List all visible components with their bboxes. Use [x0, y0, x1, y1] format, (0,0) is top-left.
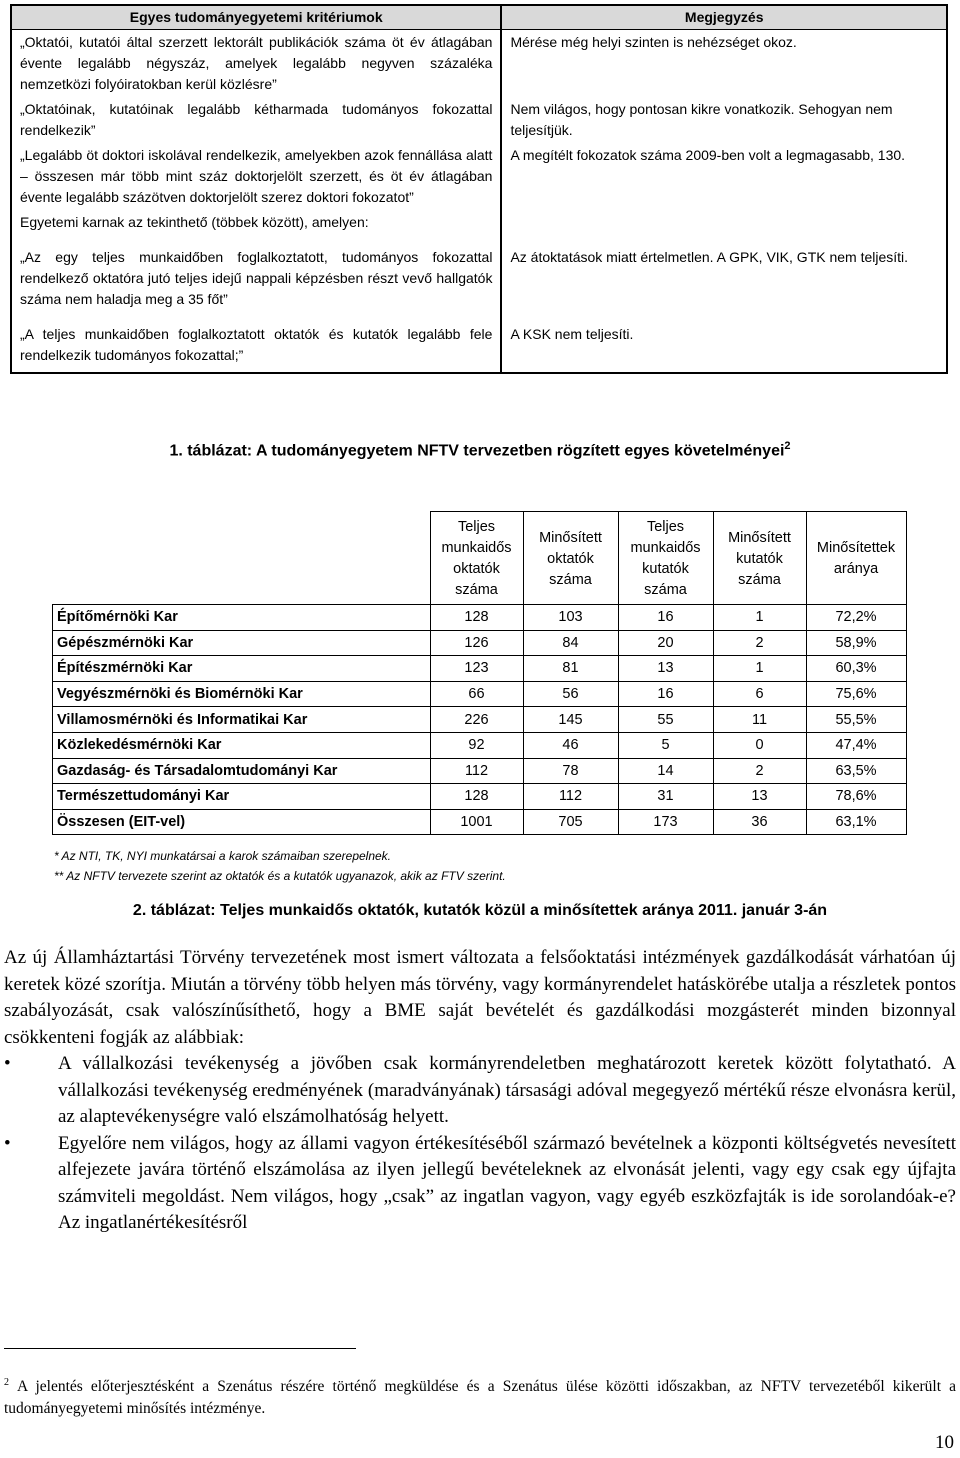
criteria-row — [11, 30, 947, 98]
note-cell: Az átoktatások miatt értelmetlen. A GPK, VIK, GTK nem teljesíti. — [501, 245, 947, 312]
faculty-value: 145 — [523, 707, 618, 733]
faculty-name: Vegyészmérnöki és Biomérnöki Kar — [53, 681, 431, 707]
faculty-name: Építőmérnöki Kar — [53, 605, 431, 631]
bullet-list — [4, 1051, 956, 1237]
faculty-value: 112 — [430, 758, 523, 784]
faculty-value: 2 — [713, 758, 806, 784]
column-header: Minősítettek aránya — [806, 512, 906, 605]
faculty-table — [52, 511, 907, 835]
criteria-header-row — [11, 5, 947, 30]
faculty-value: 128 — [430, 784, 523, 810]
bullet-item — [4, 1131, 956, 1237]
faculty-value: 705 — [523, 809, 618, 835]
note-cell: Mérése még helyi szinten is nehézséget okoz. — [501, 30, 947, 98]
faculty-value: 56 — [523, 681, 618, 707]
footnote-separator — [4, 1348, 356, 1349]
faculty-value: 63,5% — [806, 758, 906, 784]
footnote-text: A jelentés előterjesztésként a Szenátus részére történő megküldése és a Szenátus ülése közötti időszakban, az NFTV tervezetéből kikerült a tudományegyetemi minősítés intézménye. — [4, 1378, 956, 1417]
faculty-value: 1001 — [430, 809, 523, 835]
faculty-value: 5 — [618, 732, 713, 758]
criterion-cell: „Az egy teljes munkaidőben foglalkoztatott, tudományos fokozattal rendelkező oktatóra jutó teljes idejű nappali képzésben részt vevő hallgatók száma nem haladja meg a 35 főt” — [11, 245, 501, 312]
faculty-value: 55,5% — [806, 707, 906, 733]
faculty-value: 13 — [713, 784, 806, 810]
note-cell: A KSK nem teljesíti. — [501, 322, 947, 373]
faculty-name: Gazdaság- és Társadalomtudományi Kar — [53, 758, 431, 784]
faculty-value: 0 — [713, 732, 806, 758]
faculty-row — [53, 630, 907, 656]
column-header: Teljes munkaidős oktatók száma — [430, 512, 523, 605]
faculty-value: 1 — [713, 605, 806, 631]
notes-column-header: Megjegyzés — [501, 5, 947, 30]
faculty-value: 16 — [618, 681, 713, 707]
faculty-value: 60,3% — [806, 656, 906, 682]
faculty-row — [53, 605, 907, 631]
criterion-cell: „Oktatói, kutatói által szerzett lektorált publikációk száma öt év átlagában évente legalább négyszáz, amelyek legalább negyven százaléka nemzetközi folyóiratokban kerül közlésre” — [11, 30, 501, 98]
faculty-name: Gépészmérnöki Kar — [53, 630, 431, 656]
faculty-value: 226 — [430, 707, 523, 733]
empty-header-cell — [53, 512, 431, 605]
faculty-value: 58,9% — [806, 630, 906, 656]
criteria-column-header: Egyes tudományegyetemi kritériumok — [11, 5, 501, 30]
footnote-mark: 2 — [4, 1377, 9, 1388]
intro-paragraph: Az új Államháztartási Törvény tervezetének most ismert változata a felsőoktatási intézmények gazdálkodását várhatóan új keretek közé szorítja. Miután a törvény több helyen más törvény, vagy kormányrendelet hatáskörébe utalja a részletek pontos szabályozását, csak valószínűsíthető, hogy a BME saját bevételét és gazdálkodási mozgásterét minden bizonnyal csökkenteni fogják az alábbiak: — [4, 947, 956, 1048]
faculty-value: 46 — [523, 732, 618, 758]
faculty-row — [53, 784, 907, 810]
faculty-value: 13 — [618, 656, 713, 682]
faculty-name: Összesen (EIT-vel) — [53, 809, 431, 835]
bullet-icon: • — [4, 1053, 11, 1074]
criterion-cell: „Oktatóinak, kutatóinak legalább kétharmada tudományos fokozattal rendelkezik” — [11, 97, 501, 143]
faculty-value: 47,4% — [806, 732, 906, 758]
note-cell: Nem világos, hogy pontosan kikre vonatkozik. Sehogyan nem teljesítjük. — [501, 97, 947, 143]
faculty-row — [53, 656, 907, 682]
faculty-value: 81 — [523, 656, 618, 682]
footnote — [4, 1372, 956, 1420]
faculty-value: 78,6% — [806, 784, 906, 810]
column-header: Teljes munkaidős kutatók száma — [618, 512, 713, 605]
table1-caption — [0, 440, 960, 460]
faculty-row — [53, 758, 907, 784]
faculty-name: Építészmérnöki Kar — [53, 656, 431, 682]
faculty-value: 123 — [430, 656, 523, 682]
criteria-row — [11, 97, 947, 143]
table2-caption: 2. táblázat: Teljes munkaidős oktatók, kutatók közül a minősítettek aránya 2011. január 3-án — [132, 902, 828, 919]
faculty-value: 78 — [523, 758, 618, 784]
body-text — [4, 945, 956, 1237]
column-header: Minősített kutatók száma — [713, 512, 806, 605]
faculty-row — [53, 681, 907, 707]
faculty-value: 84 — [523, 630, 618, 656]
faculty-value: 128 — [430, 605, 523, 631]
faculty-row — [53, 732, 907, 758]
faculty-value: 31 — [618, 784, 713, 810]
criteria-row — [11, 210, 947, 235]
table1-caption-text: 1. táblázat: A tudományegyetem NFTV tervezetben rögzített egyes követelményei — [169, 442, 785, 460]
criteria-row — [11, 322, 947, 373]
criterion-cell: Egyetemi karnak az tekinthető (többek között), amelyen: — [11, 210, 501, 235]
note-cell: A megítélt fokozatok száma 2009-ben volt a legmagasabb, 130. — [501, 143, 947, 210]
table2-note-1: * Az NTI, TK, NYI munkatársai a karok számaiban szerepelnek. — [54, 849, 392, 863]
faculty-value: 126 — [430, 630, 523, 656]
page-number: 10 — [935, 1432, 954, 1453]
faculty-header-row — [53, 512, 907, 605]
criteria-table — [10, 4, 948, 374]
faculty-value: 92 — [430, 732, 523, 758]
faculty-value: 6 — [713, 681, 806, 707]
faculty-value: 75,6% — [806, 681, 906, 707]
faculty-value: 14 — [618, 758, 713, 784]
faculty-name: Közlekedésmérnöki Kar — [53, 732, 431, 758]
faculty-value: 20 — [618, 630, 713, 656]
faculty-name: Villamosmérnöki és Informatikai Kar — [53, 707, 431, 733]
footnote-reference: 2 — [784, 440, 791, 452]
faculty-value: 55 — [618, 707, 713, 733]
faculty-value: 63,1% — [806, 809, 906, 835]
faculty-value: 173 — [618, 809, 713, 835]
criterion-cell: „A teljes munkaidőben foglalkoztatott oktatók és kutatók legalább fele rendelkezik tudományos fokozattal;” — [11, 322, 501, 373]
faculty-value: 36 — [713, 809, 806, 835]
criteria-row — [11, 245, 947, 312]
faculty-row — [53, 809, 907, 835]
faculty-name: Természettudományi Kar — [53, 784, 431, 810]
table2-note-2: ** Az NFTV tervezete szerint az oktatók és a kutatók ugyanazok, akik az FTV szerint. — [54, 869, 506, 883]
faculty-value: 112 — [523, 784, 618, 810]
faculty-value: 2 — [713, 630, 806, 656]
faculty-value: 66 — [430, 681, 523, 707]
note-cell — [501, 210, 947, 235]
bullet-icon: • — [4, 1132, 11, 1154]
faculty-value: 1 — [713, 656, 806, 682]
criteria-row — [11, 143, 947, 210]
bullet-item — [4, 1051, 956, 1131]
bullet-text: A vállalkozási tevékenység a jövőben csak kormányrendeletben meghatározott keretek között folytatható. A vállalkozási tevékenység eredményének (maradványának) társasági adóval megegyező mértékű része elvonásra kerül, az alaptevékenységre való elszámolhatóság helyett. — [58, 1053, 956, 1127]
faculty-table-body — [53, 605, 907, 835]
column-header: Minősített oktatók száma — [523, 512, 618, 605]
faculty-value: 103 — [523, 605, 618, 631]
faculty-value: 11 — [713, 707, 806, 733]
bullet-text: Egyelőre nem világos, hogy az állami vagyon értékesítéséből származó bevételnek a központi költségvetés nevesített alfejezete javára történő elszámolása az ilyen jellegű bevételeknek az elvonását jelenti, vagy egy csak egy újfajta számviteli megoldást. Nem világos, hogy „csak” az ingatlan vagyon, vagy egyéb eszközfajták is ide sorolandóak-e? Az ingatlanértékesítésről — [58, 1132, 956, 1233]
faculty-value: 16 — [618, 605, 713, 631]
faculty-value: 72,2% — [806, 605, 906, 631]
criterion-cell: „Legalább öt doktori iskolával rendelkezik, amelyekben azok fennállása alatt – összesen már több mint száz doktorjelölt szerzett, és öt év átlagában évente legalább százötven doktorjelölt szerez doktori fokozatot” — [11, 143, 501, 210]
faculty-row — [53, 707, 907, 733]
